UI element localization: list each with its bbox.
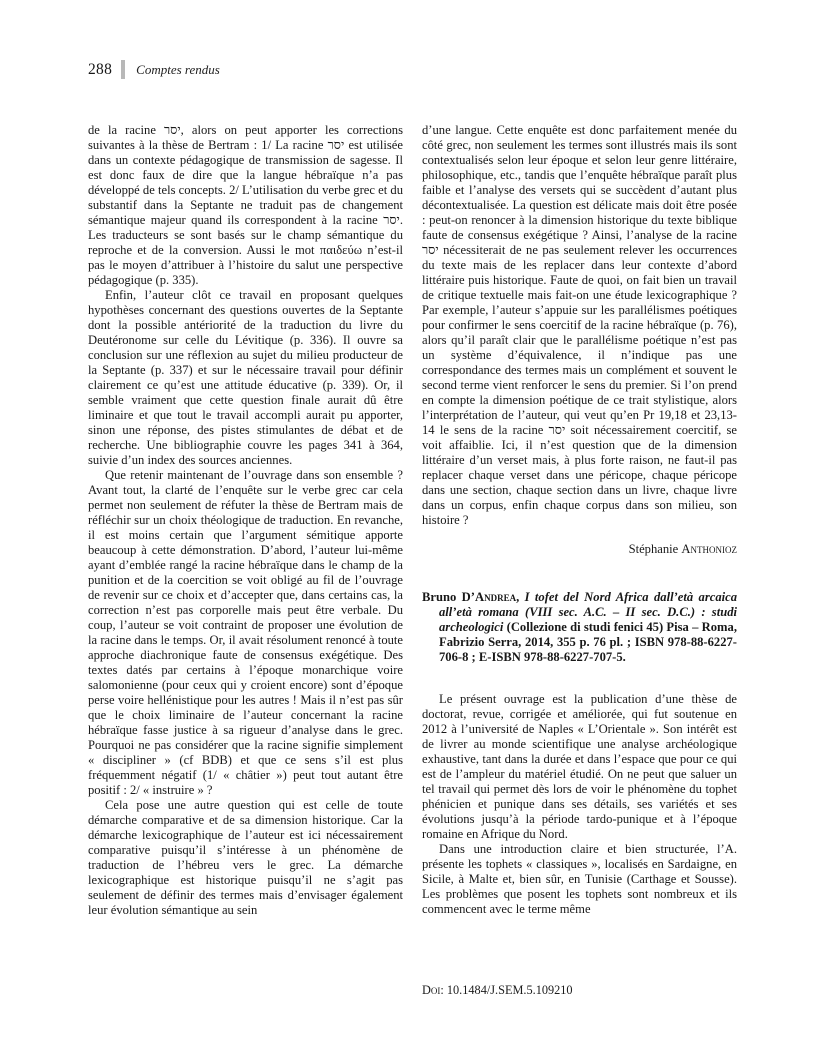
doi-footer [422, 983, 573, 998]
book-title: I tofet del Nord Africa dall’età arcaica all’età romana (VIII sec. A.C. – II sec. D.C.) : studi archeologici [439, 590, 738, 634]
book-publication-info: (Collezione di studi fenici 45) Pisa – Roma, Fabrizio Serra, 2014, 355 p. 76 pl. ; ISBN 978-88-6227-706-8 ; E-ISBN 978-88-6227-707-5. [439, 620, 737, 664]
page-number: 288 [88, 60, 113, 78]
paragraph: Cela pose une autre question qui est celle de toute démarche comparative et de sa dimension historique. Car la démarche lexicographique de l’auteur est ici nécessairement comparative puisqu’il s’intéresse à un phénomène de traduction de l’hébreu vers le grec. La démarche lexicographique est historique puisqu’il ne s’agit pas seulement de définir des termes mais d’envisager également leur évolution sémantique au sein [88, 798, 403, 917]
left-column [88, 123, 403, 918]
reviewer-given-name: Stéphanie [628, 542, 682, 556]
paragraph: Que retenir maintenant de l’ouvrage dans son ensemble ? Avant tout, la clarté de l’enquête sur le verbe grec car cela permet non seulement de réfuter la thèse de Bertram mais de réfléchir sur un choix théologique de traduction. En revanche, il est moins certain que l’argument sémitique apporte beaucoup à cette démonstration. D’abord, l’auteur lui-même ayant d’emblée rangé la racine hébraïque dans le champ de la punition et de la coercition se voit obligé au fil de l’ouvrage de revenir sur ce choix et d’accepter que, dans certains cas, la correction n’est pas corporelle mais peut être verbale. Du coup, l’auteur se voit contraint de proposer une évolution de la racine dans le temps. Or, il avait résolument renoncé à toute approche diachronique faute de consensus exégétique. Des textes datés par certains à l’époque monarchique voire salomonienne (pour ceux qui y croient encore) sont d’époque perse voire hellénistique pour les autres ! Mais il n’est pas sûr que le choix liminaire de l’auteur concernant la racine hébraïque fasse justice à sa rigueur d’analyse dans le grec. Pourquoi ne pas considérer que la racine signifie simplement « discipliner » (cf BDB) et que ce sens s’il est plus fréquemment négatif (1/ « châtier ») peut tout autant être positif : 2/ « instruire » ? [88, 468, 403, 797]
book-heading-separator: , [516, 590, 525, 604]
paragraph: Enfin, l’auteur clôt ce travail en proposant quelques hypothèses concernant des questions ouvertes de la Septante dont la possible antériorité de la traduction du livre du Deutéronome sur celle du Lévitique (p. 336). Il ouvre sa conclusion sur une réflexion au sujet du milieu producteur de la Septante (p. 337) et sur le nécessaire travail pour définir clairement ce qu’est une attitude éducative (p. 339). Or, il semble vraiment que cette question finale aurait dû être liminaire et que tout le travail accompli aurait pu apporter, sinon une réponse, des pistes stimulantes de débat et de recherche. Une bibliographie couvre les pages 341 à 364, suivie d’un index des sources anciennes. [88, 288, 403, 467]
reviewer-family-name: Anthonioz [681, 542, 737, 556]
book-author-family: Andrea [474, 590, 517, 604]
paragraph: Dans une introduction claire et bien structurée, l’A. présente les tophets « classiques », localisés en Sardaigne, en Sicile, à Malte et, bien sûr, en Tunisie (Carthage et Sousse). Les problèmes que posent les tophets sont nombreux et ils commencent avec le terme même [422, 842, 737, 916]
book-review-heading [422, 590, 737, 665]
book-author-given: Bruno D’ [422, 590, 475, 604]
running-head-section-title: Comptes rendus [136, 61, 220, 77]
paragraph-continuation: de la racine יסר, alors on peut apporter les corrections suivantes à la thèse de Bertram : 1/ La racine יסר est utilisée dans un contexte pédagogique de transmission de sagesse. Il est donc faux de dire que la langue hébraïque n’a pas développé de tels concepts. 2/ L’utilisation du verbe grec et du substantif dans la Septante ne traduit pas de changement sémantique majeur quand ils correspondent à la racine יסר. Les traducteurs se sont basés sur le champ sémantique du reproche et de la conversion. Aussi le mot παιδεύω n’est-il pas le moyen d’attribuer à l’histoire du salut une perspective pédagogique (p. 335). [88, 123, 403, 287]
page-header [88, 60, 220, 79]
right-column [422, 123, 737, 917]
doi-label: Doi: [422, 983, 444, 997]
paragraph-continuation: d’une langue. Cette enquête est donc parfaitement menée du côté grec, non seulement les termes sont illustrés mais ils sont contextualisés selon leur époque et selon leur genre littéraire, philosophique, etc., tandis que l’enquête hébraïque paraît plus faible et l’analyse des versets qui se succèdent d’autant plus décontextualisée. La question est délicate mais doit être posée : peut-on renoncer à la dimension historique du texte biblique faute de consensus exégétique ? Ainsi, l’analyse de la racine יסר nécessiterait de ne pas seulement relever les occurrences du texte mais de les replacer dans leur contexte d’abord littéraire puis historique. Faute de quoi, on fait bien un travail de critique textuelle mais fait-on une étude lexicographique ? Par exemple, l’auteur s’appuie sur les parallélismes poétiques pour confirmer le sens coercitif de la racine hébraïque (p. 76), alors qu’il paraît clair que le parallélisme poétique n’est pas un système d’équivalence, il n’indique pas une correspondance des termes mais un complément et souvent le second terme vient renforcer le sens du premier. Si l’on prend en compte la dimension poétique de ce trait stylistique, alors l’interprétation de l’auteur, qui veut qu’en Pr 19,18 et 23,13-14 le sens de la racine יסר soit nécessairement coercitif, se voit affaiblie. Ici, il n’est question que de la dimension littéraire d’un verset mais, à plus forte raison, ne faut-il pas replacer chaque verset dans une péricope, chaque péricope dans une section, chaque section dans un livre, chaque livre dans un corpus, enfin chaque corpus dans son milieu, son histoire ? [422, 123, 737, 527]
reviewer-signature [422, 542, 737, 557]
doi-value: 10.1484/J.SEM.5.109210 [443, 983, 573, 997]
header-divider [121, 60, 125, 79]
paragraph: Le présent ouvrage est la publication d’une thèse de doctorat, revue, corrigée et améliorée, qui fut soutenue en 2012 à l’université de Naples « L’Orientale ». Son intérêt est de livrer au monde scientifique une analyse archéologique exhaustive, tant dans la durée et dans l’espace que pour ce qui est de l’ampleur du matériel étudié. On ne peut que saluer un tel travail qui permet dès lors de voir le phénomène du tophet phénicien et punique dans ses détails, ses variétés et ses évolutions jusqu’à la période tardo-punique et à l’époque romaine en Afrique du Nord. [422, 692, 737, 841]
